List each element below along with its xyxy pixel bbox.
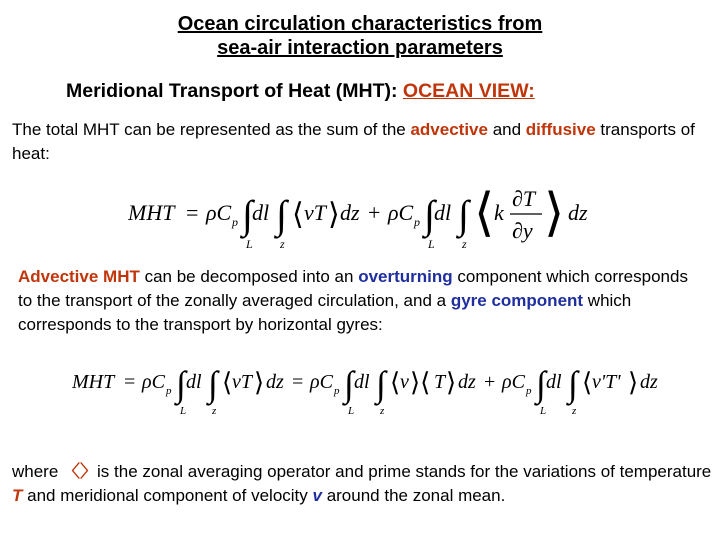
- svg-text:∫: ∫: [176, 364, 186, 404]
- svg-text:MHT: MHT: [128, 200, 175, 225]
- text: and meridional component of velocity: [22, 486, 313, 505]
- svg-text:∂y: ∂y: [512, 218, 533, 243]
- svg-text:∫: ∫: [536, 364, 546, 404]
- svg-text:∫: ∫: [242, 192, 253, 237]
- svg-text:⟨: ⟨: [390, 368, 401, 397]
- svg-text:dl: dl: [546, 371, 562, 393]
- svg-text:p: p: [232, 215, 238, 229]
- svg-text:ρC: ρC: [310, 371, 333, 393]
- svg-text:⟩: ⟩: [328, 198, 340, 231]
- term-gyre-component: gyre component: [450, 291, 584, 310]
- paragraph-total-mht: [12, 118, 712, 166]
- svg-text:vT: vT: [232, 371, 252, 393]
- title-line-1: Ocean circulation characteristics from: [177, 13, 543, 35]
- text: The total MHT can be represented as the sum of the: [12, 120, 411, 139]
- svg-text:z: z: [572, 405, 577, 417]
- svg-text:ρC: ρC: [502, 371, 525, 393]
- text: around the zonal mean.: [321, 486, 506, 505]
- svg-text:⟩: ⟩: [254, 368, 265, 397]
- svg-text:dl: dl: [252, 200, 270, 225]
- svg-text:∫: ∫: [458, 192, 469, 237]
- svg-text:dl: dl: [434, 200, 452, 225]
- svg-text:z: z: [462, 237, 467, 251]
- paragraph-advective-decomposition: [18, 265, 698, 337]
- svg-text:dl: dl: [354, 371, 370, 393]
- text: is the zonal averaging operator and prime stands for the variations of temperature: [97, 462, 712, 481]
- symbol-T: T: [12, 486, 23, 505]
- section-heading: [66, 80, 535, 103]
- svg-text:⟨: ⟨: [582, 368, 593, 397]
- svg-text:p: p: [166, 385, 172, 397]
- text: which corresponds to the transport by horizontal gyres:: [18, 291, 632, 334]
- svg-text:∫: ∫: [424, 192, 435, 237]
- svg-text:v'T': v'T': [592, 371, 621, 393]
- svg-text:⟩⟨: ⟩⟨: [410, 368, 431, 397]
- svg-text:⟨: ⟨: [292, 198, 304, 231]
- title-line-2: sea-air interaction parameters: [217, 37, 503, 59]
- term-advective-mht: Advective MHT: [18, 267, 140, 286]
- equation-advective-mht: [72, 356, 672, 418]
- svg-text:=: =: [292, 371, 304, 393]
- svg-text:v: v: [400, 371, 409, 393]
- paragraph-notation: [12, 460, 712, 508]
- text: and: [487, 120, 526, 139]
- svg-text:ρC: ρC: [206, 200, 232, 225]
- svg-text:dz: dz: [340, 200, 360, 225]
- svg-text:p: p: [334, 385, 340, 397]
- svg-text:z: z: [212, 405, 217, 417]
- svg-text:∂T: ∂T: [512, 186, 536, 211]
- svg-text:⟩: ⟩: [446, 368, 457, 397]
- svg-text:dz: dz: [568, 200, 588, 225]
- svg-text:ρC: ρC: [388, 200, 414, 225]
- svg-text:∫: ∫: [568, 364, 578, 404]
- svg-text:⟨: ⟨: [474, 185, 495, 242]
- svg-text:∫: ∫: [276, 192, 287, 237]
- svg-text:L: L: [180, 405, 187, 417]
- svg-text:⟩: ⟩: [544, 185, 565, 242]
- svg-text:p: p: [526, 385, 532, 397]
- svg-text:z: z: [280, 237, 285, 251]
- svg-text:⟨: ⟨: [222, 368, 233, 397]
- svg-text:ρC: ρC: [142, 371, 165, 393]
- svg-text:MHT: MHT: [72, 371, 115, 393]
- svg-text:dl: dl: [186, 371, 202, 393]
- svg-text:p: p: [414, 215, 420, 229]
- heading-main: Meridional Transport of Heat (MHT):: [66, 80, 403, 102]
- svg-text:=: =: [186, 200, 199, 225]
- svg-text:L: L: [246, 237, 253, 251]
- text: transports of heat:: [12, 120, 695, 163]
- text: where: [12, 462, 64, 481]
- term-diffusive: diffusive: [525, 120, 596, 139]
- term-overturning: overturning: [358, 267, 453, 286]
- svg-text:∫: ∫: [344, 364, 354, 404]
- svg-text:=: =: [124, 371, 136, 393]
- svg-text:+: +: [368, 200, 381, 225]
- equation-total-mht: [128, 172, 618, 254]
- text: component which corresponds to the transport of the zonally averaged circulation, and a: [18, 267, 688, 310]
- svg-text:L: L: [348, 405, 355, 417]
- svg-text:⟩: ⟩: [628, 368, 639, 397]
- svg-text:+: +: [484, 371, 496, 393]
- svg-text:T: T: [434, 371, 446, 393]
- svg-text:∫: ∫: [208, 364, 218, 404]
- symbol-v: v: [312, 486, 322, 505]
- text: can be decomposed into an: [139, 267, 359, 286]
- svg-text:dz: dz: [266, 371, 284, 393]
- svg-text:k: k: [494, 200, 504, 225]
- slide-title: [0, 12, 720, 60]
- svg-text:vT: vT: [304, 200, 326, 225]
- svg-text:L: L: [428, 237, 435, 251]
- svg-text:L: L: [540, 405, 547, 417]
- svg-text:z: z: [380, 405, 385, 417]
- heading-accent: OCEAN VIEW:: [402, 80, 535, 102]
- zonal-average-operator-symbol: 〈〉: [63, 462, 98, 482]
- svg-text:dz: dz: [458, 371, 476, 393]
- term-advective: advective: [410, 120, 488, 139]
- svg-text:∫: ∫: [376, 364, 386, 404]
- svg-text:dz: dz: [640, 371, 658, 393]
